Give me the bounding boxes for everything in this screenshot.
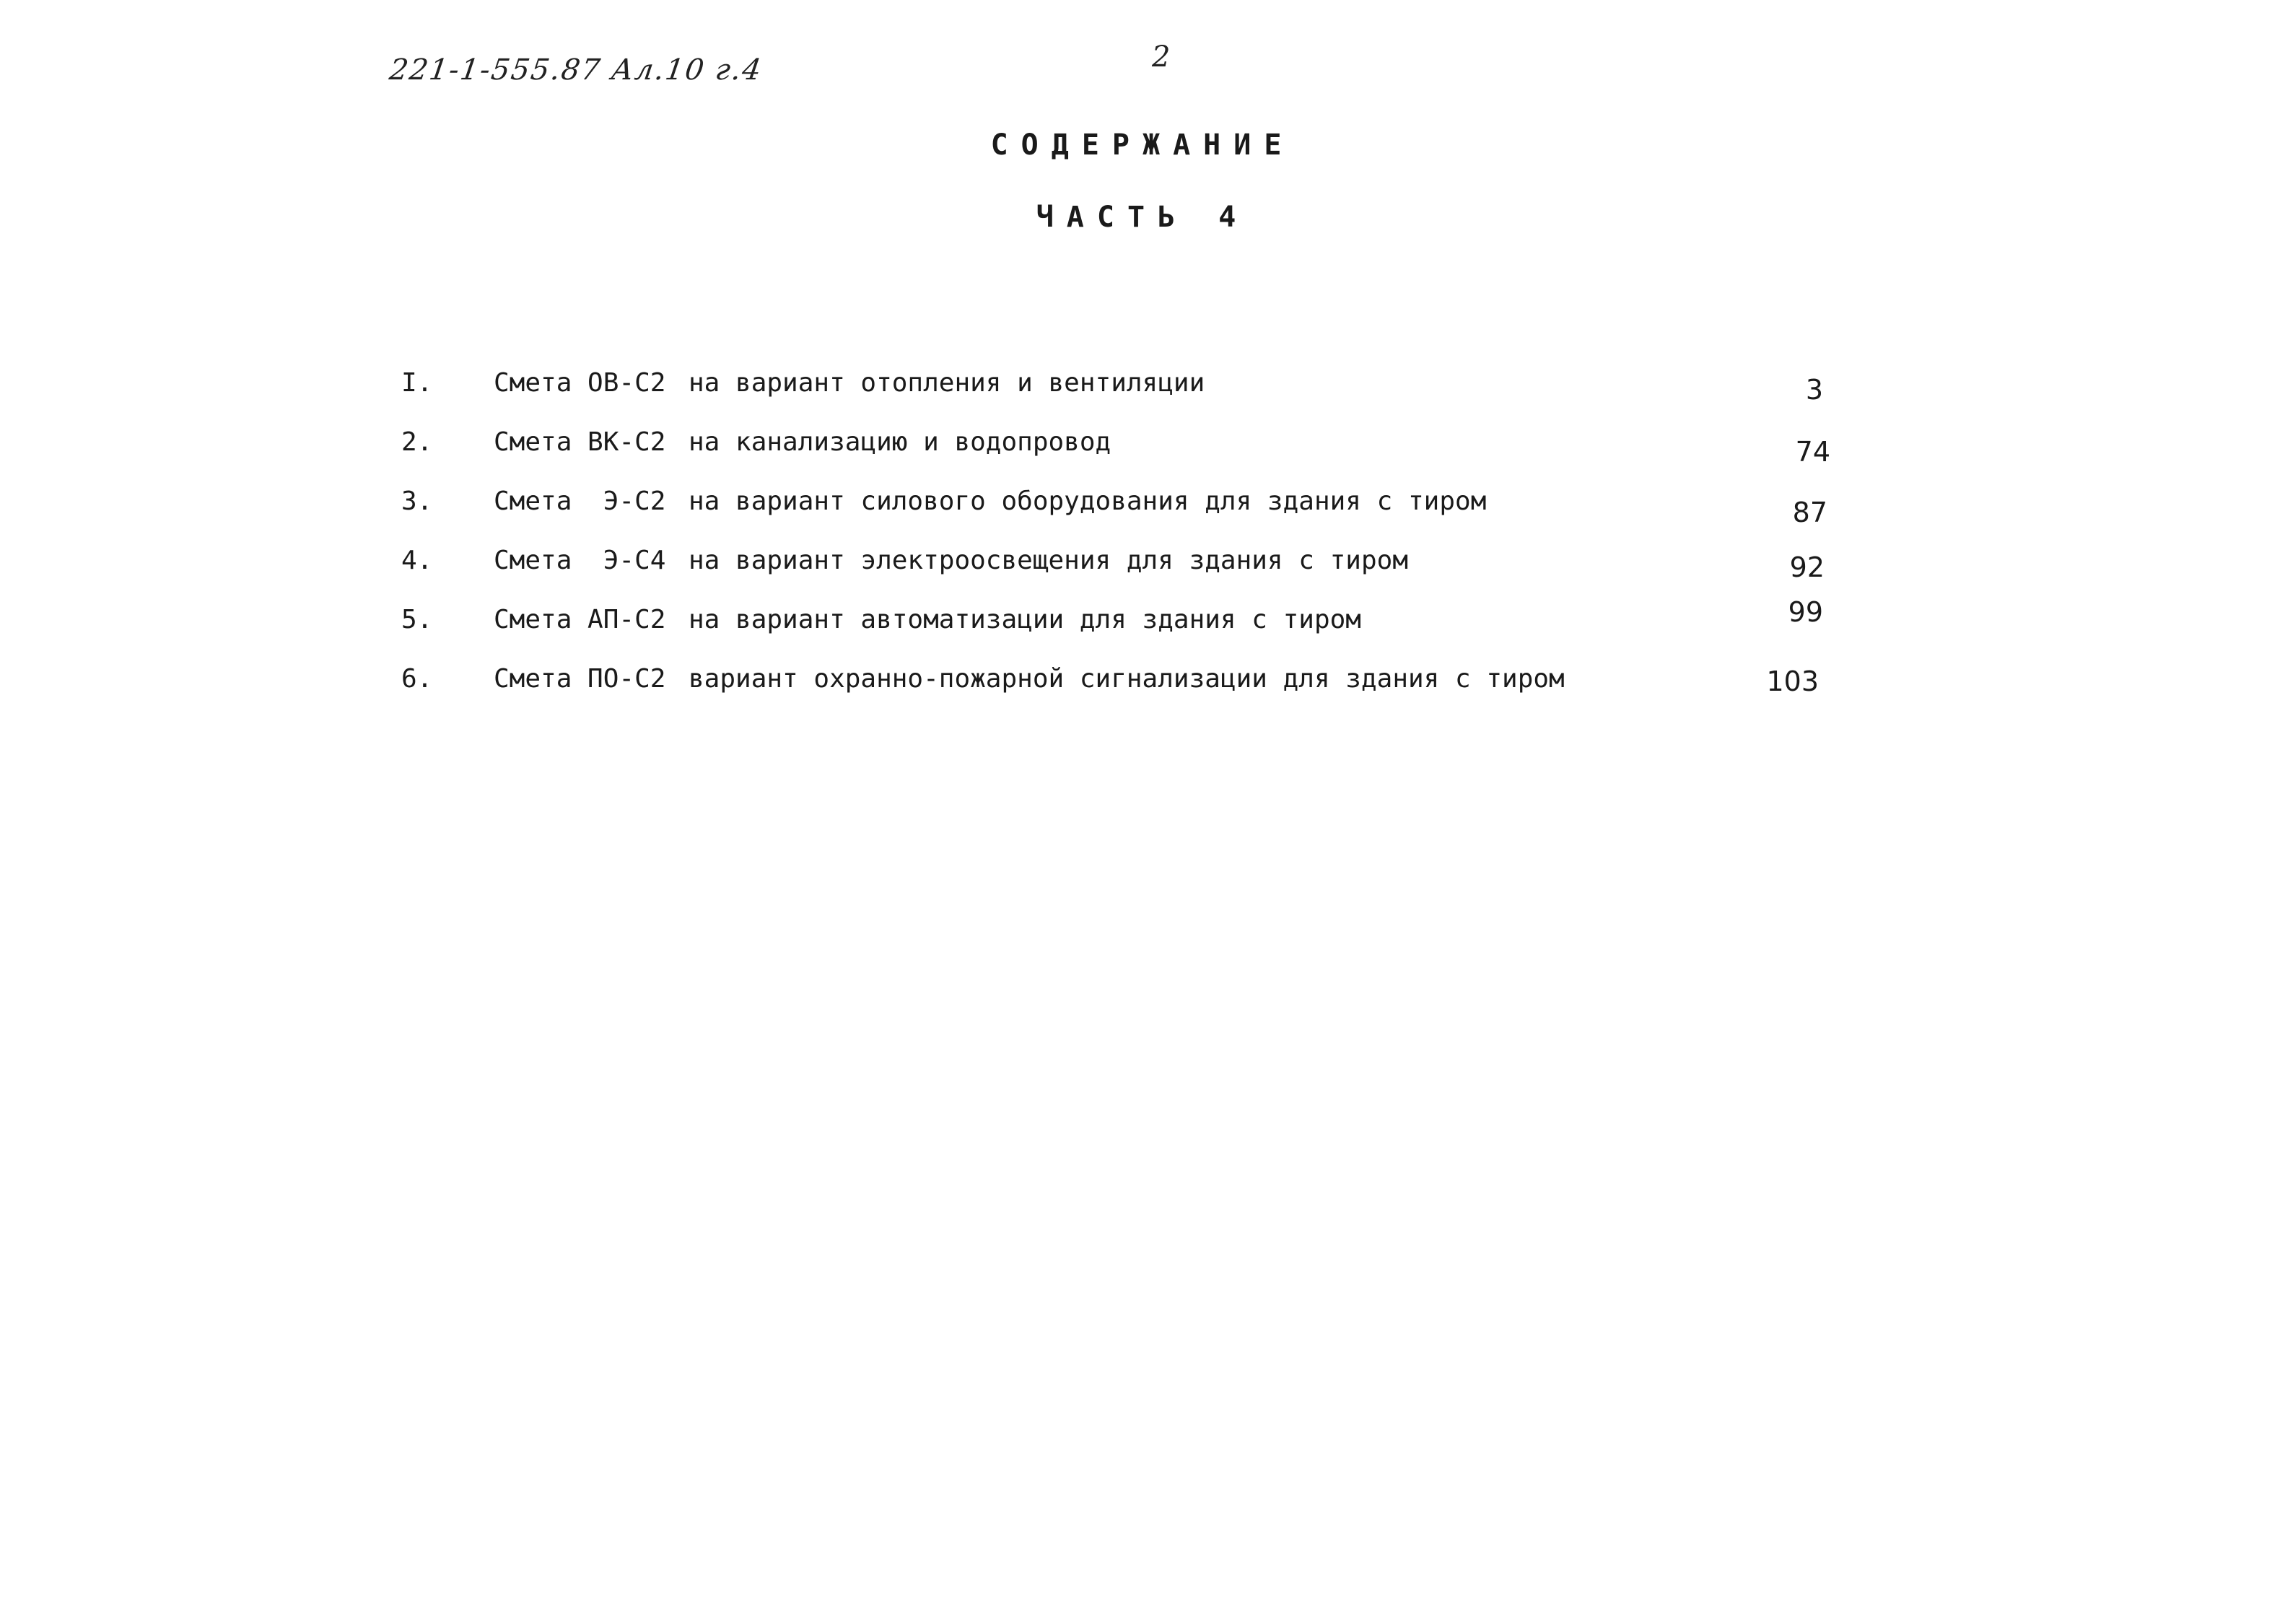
toc-item-code: Смета ВК-С2 <box>494 427 666 457</box>
toc-item-number: 2. <box>401 427 433 457</box>
toc-row <box>0 596 2285 648</box>
toc-item-description: на вариант силового оборудования для здания с тиром <box>689 486 1487 516</box>
toc-item-page: 103 <box>1766 665 1819 697</box>
toc-item-code: Смета АП-С2 <box>494 605 666 634</box>
toc-item-description: на канализацию и водопровод <box>689 427 1111 457</box>
toc-item-description: вариант охранно-пожарной сигнализации для здания с тиром <box>689 664 1565 694</box>
toc-row <box>0 664 2285 707</box>
toc-row <box>0 427 2285 471</box>
toc-item-page: 74 <box>1795 436 1830 468</box>
table-of-contents <box>0 0 2285 794</box>
toc-item-number: 4. <box>401 546 433 575</box>
toc-item-code: Смета Э-С4 <box>494 546 666 575</box>
toc-row <box>0 368 2285 411</box>
page-subtitle: ЧАСТЬ 4 <box>1036 201 1249 234</box>
toc-item-code: Смета ОВ-С2 <box>494 368 666 398</box>
toc-item-description: на вариант электроосвещения для здания с тиром <box>689 546 1408 575</box>
toc-item-number: 3. <box>401 486 433 516</box>
toc-item-number: 6. <box>401 664 433 694</box>
toc-item-number: I. <box>401 368 433 398</box>
toc-row <box>0 486 2285 530</box>
toc-item-page: 3 <box>1805 374 1823 406</box>
toc-item-code: Смета ПО-С2 <box>494 664 666 694</box>
page-number: 2 <box>1152 40 1171 74</box>
toc-item-page: 92 <box>1789 551 1825 583</box>
handwritten-document-code: 221-1-555.87 Ал.10 г.4 <box>387 53 765 87</box>
toc-item-description: на вариант автоматизации для здания с тиром <box>689 605 1361 634</box>
toc-item-number: 5. <box>401 605 433 634</box>
toc-item-page: 87 <box>1792 497 1827 528</box>
toc-item-code: Смета Э-С2 <box>494 486 666 516</box>
toc-item-page: 99 <box>1788 596 1823 628</box>
page-title: СОДЕРЖАНИЕ <box>990 128 1295 162</box>
toc-item-description: на вариант отопления и вентиляции <box>689 368 1205 398</box>
toc-row <box>0 546 2285 589</box>
